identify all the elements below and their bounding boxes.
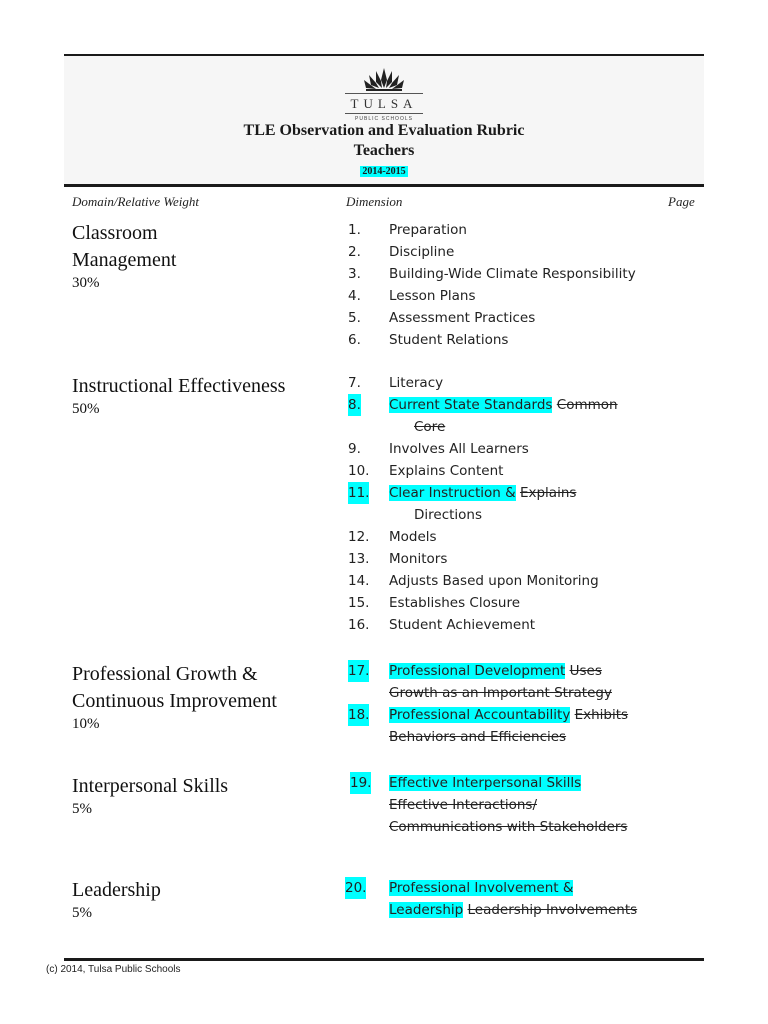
dimension-text: Literacy — [389, 375, 444, 391]
domain-name: Leadership — [72, 879, 161, 901]
dimension-number: 16. — [348, 617, 370, 633]
struck-text: Uses — [569, 663, 602, 679]
struck-text: Exhibits — [574, 707, 629, 723]
dimension-text: Current State Standards — [389, 397, 553, 413]
domain-classroom-management — [72, 220, 337, 292]
document-header — [64, 54, 704, 187]
dimension-item — [340, 438, 700, 460]
logo-rule-bottom — [345, 113, 423, 114]
dimension-text: Assessment Practices — [389, 310, 536, 326]
domain-weight: 5% — [72, 801, 92, 817]
domain-leadership — [72, 877, 337, 922]
domain-weight: 50% — [72, 401, 100, 417]
dimension-number: 2. — [348, 244, 361, 260]
dimension-list-professional-growth — [340, 660, 700, 748]
dimension-list-leadership — [340, 877, 700, 921]
dimension-item — [340, 460, 700, 482]
dimension-number: 5. — [348, 310, 361, 326]
domain-name: Instructional Effectiveness — [72, 375, 286, 397]
dimension-text: Professional Involvement & — [389, 880, 574, 896]
struck-text: Explains — [519, 485, 577, 501]
lotus-icon — [362, 66, 406, 92]
dimension-text: Professional Accountability — [389, 707, 571, 723]
domain-name: Continuous Improvement — [72, 690, 277, 712]
logo-name: TULSA — [350, 96, 418, 111]
struck-text: Core — [414, 419, 446, 435]
dimension-item — [340, 526, 700, 548]
dimension-text: Models — [389, 529, 437, 545]
footer-rule — [64, 958, 704, 961]
dimension-item — [340, 570, 700, 592]
struck-text: Leadership Involvements — [467, 902, 638, 918]
dimension-text: Student Relations — [389, 332, 509, 348]
dimension-item — [340, 307, 700, 329]
domain-interpersonal-skills — [72, 773, 337, 818]
year-badge — [64, 161, 704, 179]
dimension-text-continued: Directions — [414, 507, 483, 523]
dimension-text: Establishes Closure — [389, 595, 521, 611]
dimension-number: 11. — [348, 482, 369, 504]
dimension-number: 18. — [348, 704, 369, 726]
dimension-item — [340, 329, 700, 351]
tulsa-logo — [64, 66, 704, 122]
struck-text: Common — [556, 397, 618, 413]
dimension-number: 7. — [348, 375, 361, 391]
dimension-item — [340, 614, 700, 636]
dimension-number: 1. — [348, 222, 361, 238]
dimension-list-classroom-management — [340, 219, 700, 351]
dimension-item — [340, 548, 700, 570]
dimension-number: 17. — [348, 660, 369, 682]
dimension-text: Explains Content — [389, 463, 504, 479]
dimension-text: Leadership — [389, 902, 464, 918]
domain-instructional-effectiveness — [72, 373, 337, 418]
column-header-domain: Domain/Relative Weight — [72, 194, 199, 209]
domain-weight: 10% — [72, 716, 100, 732]
title-line-1: TLE Observation and Evaluation Rubric — [243, 122, 525, 139]
dimension-text: Student Achievement — [389, 617, 536, 633]
dimension-item — [340, 772, 700, 838]
dimension-number: 8. — [348, 394, 361, 416]
dimension-item — [340, 241, 700, 263]
dimension-text: Adjusts Based upon Monitoring — [389, 573, 599, 589]
domain-name: Classroom — [72, 222, 158, 244]
dimension-number: 9. — [348, 441, 361, 457]
title-line-2: Teachers — [353, 142, 415, 159]
dimension-text: Professional Development — [389, 663, 566, 679]
dimension-item — [340, 394, 700, 438]
dimension-text: Lesson Plans — [389, 288, 476, 304]
dimension-text: Preparation — [389, 222, 467, 238]
dimension-number: 4. — [348, 288, 361, 304]
dimension-item — [340, 704, 700, 748]
dimension-number: 10. — [348, 463, 370, 479]
domain-name: Management — [72, 249, 177, 271]
domain-weight: 5% — [72, 905, 92, 921]
domain-name: Interpersonal Skills — [72, 775, 229, 797]
struck-text: Growth as an Important Strategy — [389, 685, 612, 701]
dimension-number: 20. — [345, 877, 366, 899]
dimension-item — [340, 219, 700, 241]
struck-text: Behaviors and Efficiencies — [389, 729, 567, 745]
dimension-number: 3. — [348, 266, 361, 282]
dimension-list-instructional-effectiveness — [340, 372, 700, 636]
dimension-number: 6. — [348, 332, 361, 348]
column-header-dimension: Dimension — [346, 194, 403, 209]
dimension-item — [340, 482, 700, 526]
dimension-text: Discipline — [389, 244, 455, 260]
dimension-item — [340, 877, 700, 921]
dimension-item — [340, 372, 700, 394]
dimension-item — [340, 285, 700, 307]
domain-professional-growth — [72, 661, 337, 733]
domain-weight: 30% — [72, 275, 100, 291]
dimension-number: 13. — [348, 551, 370, 567]
dimension-item — [340, 592, 700, 614]
dimension-text: Clear Instruction & — [389, 485, 516, 501]
column-header-page: Page — [668, 194, 695, 209]
year-text: 2014-2015 — [362, 166, 406, 177]
dimension-number: 19. — [350, 772, 371, 794]
dimension-text: Effective Interpersonal Skills — [389, 775, 582, 791]
dimension-item — [340, 660, 700, 704]
footer-copyright: (c) 2014, Tulsa Public Schools — [46, 964, 181, 975]
logo-rule — [345, 93, 423, 94]
dimension-number: 12. — [348, 529, 370, 545]
page-title — [64, 121, 704, 161]
dimension-text: Involves All Learners — [389, 441, 529, 457]
dimension-text: Building-Wide Climate Responsibility — [389, 266, 636, 282]
domain-name: Professional Growth & — [72, 663, 258, 685]
logo-subtitle: PUBLIC SCHOOLS — [355, 116, 413, 122]
dimension-item — [340, 263, 700, 285]
dimension-list-interpersonal-skills — [340, 772, 700, 838]
struck-text: Effective Interactions/ — [389, 797, 538, 813]
dimension-number: 15. — [348, 595, 370, 611]
struck-text: Communications with Stakeholders — [389, 819, 628, 835]
dimension-text: Monitors — [389, 551, 448, 567]
dimension-number: 14. — [348, 573, 370, 589]
